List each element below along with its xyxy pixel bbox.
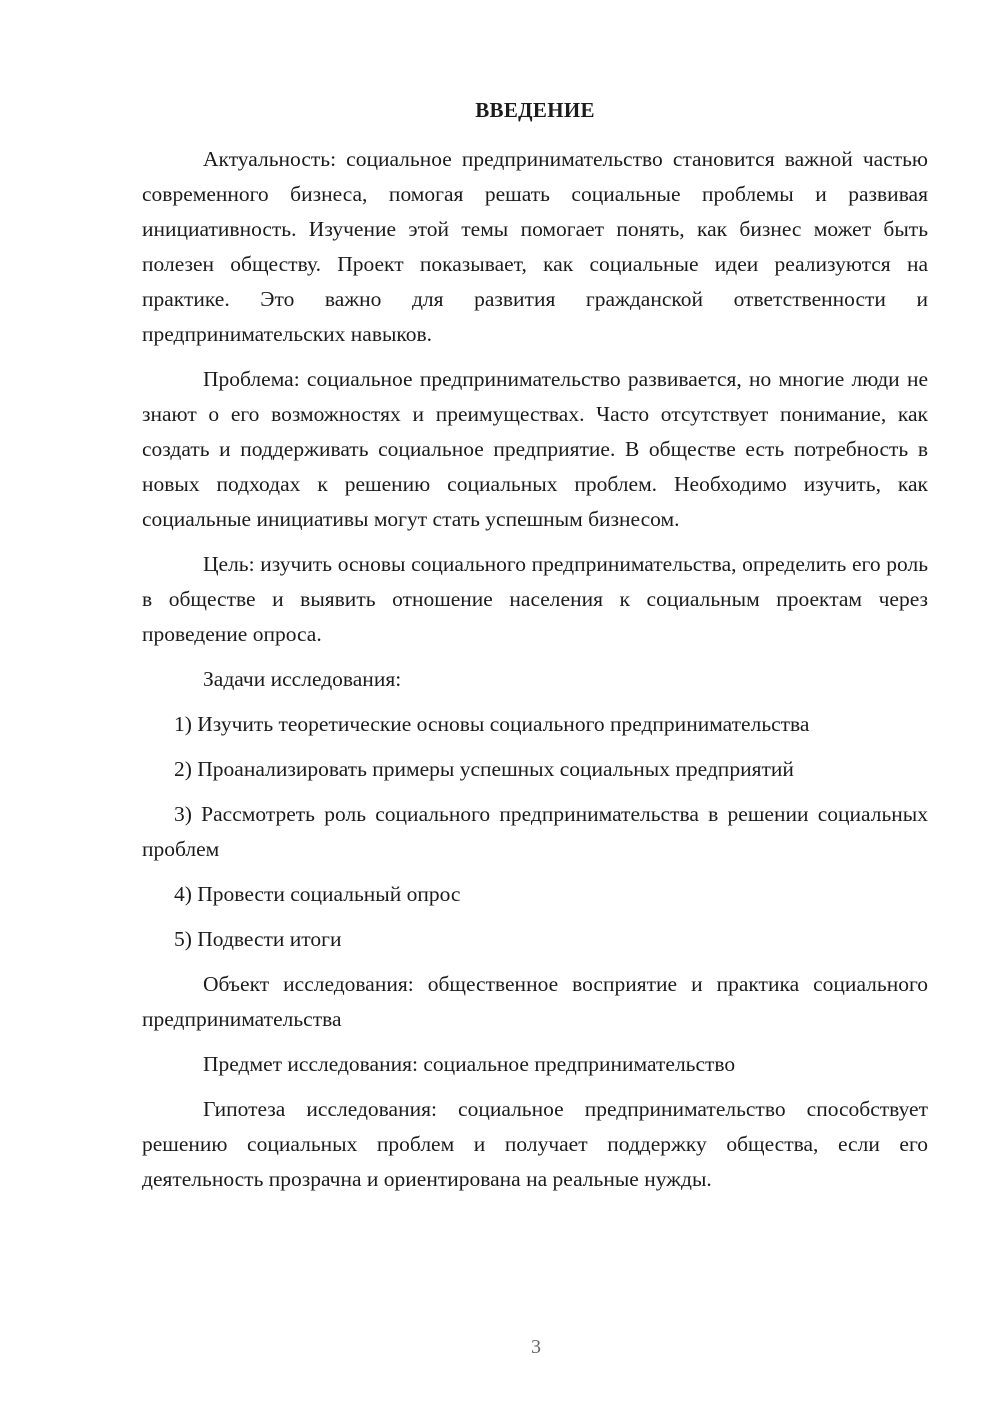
paragraph-object: Объект исследования: общественное восприятие и практика социального предпринимательства <box>142 972 928 1031</box>
task-item-2: 2) Проанализировать примеры успешных социальных предприятий <box>174 757 794 781</box>
paragraph-hypothesis: Гипотеза исследования: социальное предпринимательство способствует решению социальных проблем и получает поддержку общества, если его деятельность прозрачна и ориентирована на реальные нужды. <box>142 1097 928 1191</box>
paragraph-relevance: Актуальность: социальное предпринимательство становится важной частью современного бизнеса, помогая решать социальные проблемы и развивая инициативность. Изучение этой темы помогает понять, как бизнес может быть полезен обществу. Проект показывает, как социальные идеи реализуются на практике. Это важно для развития гражданской ответственности и предпринимательских навыков. <box>142 147 928 346</box>
paragraph-subject: Предмет исследования: социальное предпринимательство <box>203 1052 736 1076</box>
paragraph-goal: Цель: изучить основы социального предпринимательства, определить его роль в обществе и выявить отношение населения к социальным проектам через проведение опроса. <box>142 552 928 646</box>
task-item-4: 4) Провести социальный опрос <box>174 882 461 906</box>
section-title: ВВЕДЕНИЕ <box>475 98 595 122</box>
task-item-1: 1) Изучить теоретические основы социального предпринимательства <box>174 712 810 736</box>
task-item-5: 5) Подвести итоги <box>174 927 342 951</box>
page-number: 3 <box>531 1336 541 1358</box>
task-item-3: 3) Рассмотреть роль социального предпринимательства в решении социальных проблем <box>142 802 928 861</box>
paragraph-problem: Проблема: социальное предпринимательство развивается, но многие люди не знают о его возможностях и преимуществах. Часто отсутствует понимание, как создать и поддерживать социальное предприятие. В обществе есть потребность в новых подходах к решению социальных проблем. Необходимо изучить, как социальные инициативы могут стать успешным бизнесом. <box>142 367 928 531</box>
paragraph-tasks-heading: Задачи исследования: <box>203 667 402 691</box>
document-body <box>142 142 928 1207</box>
